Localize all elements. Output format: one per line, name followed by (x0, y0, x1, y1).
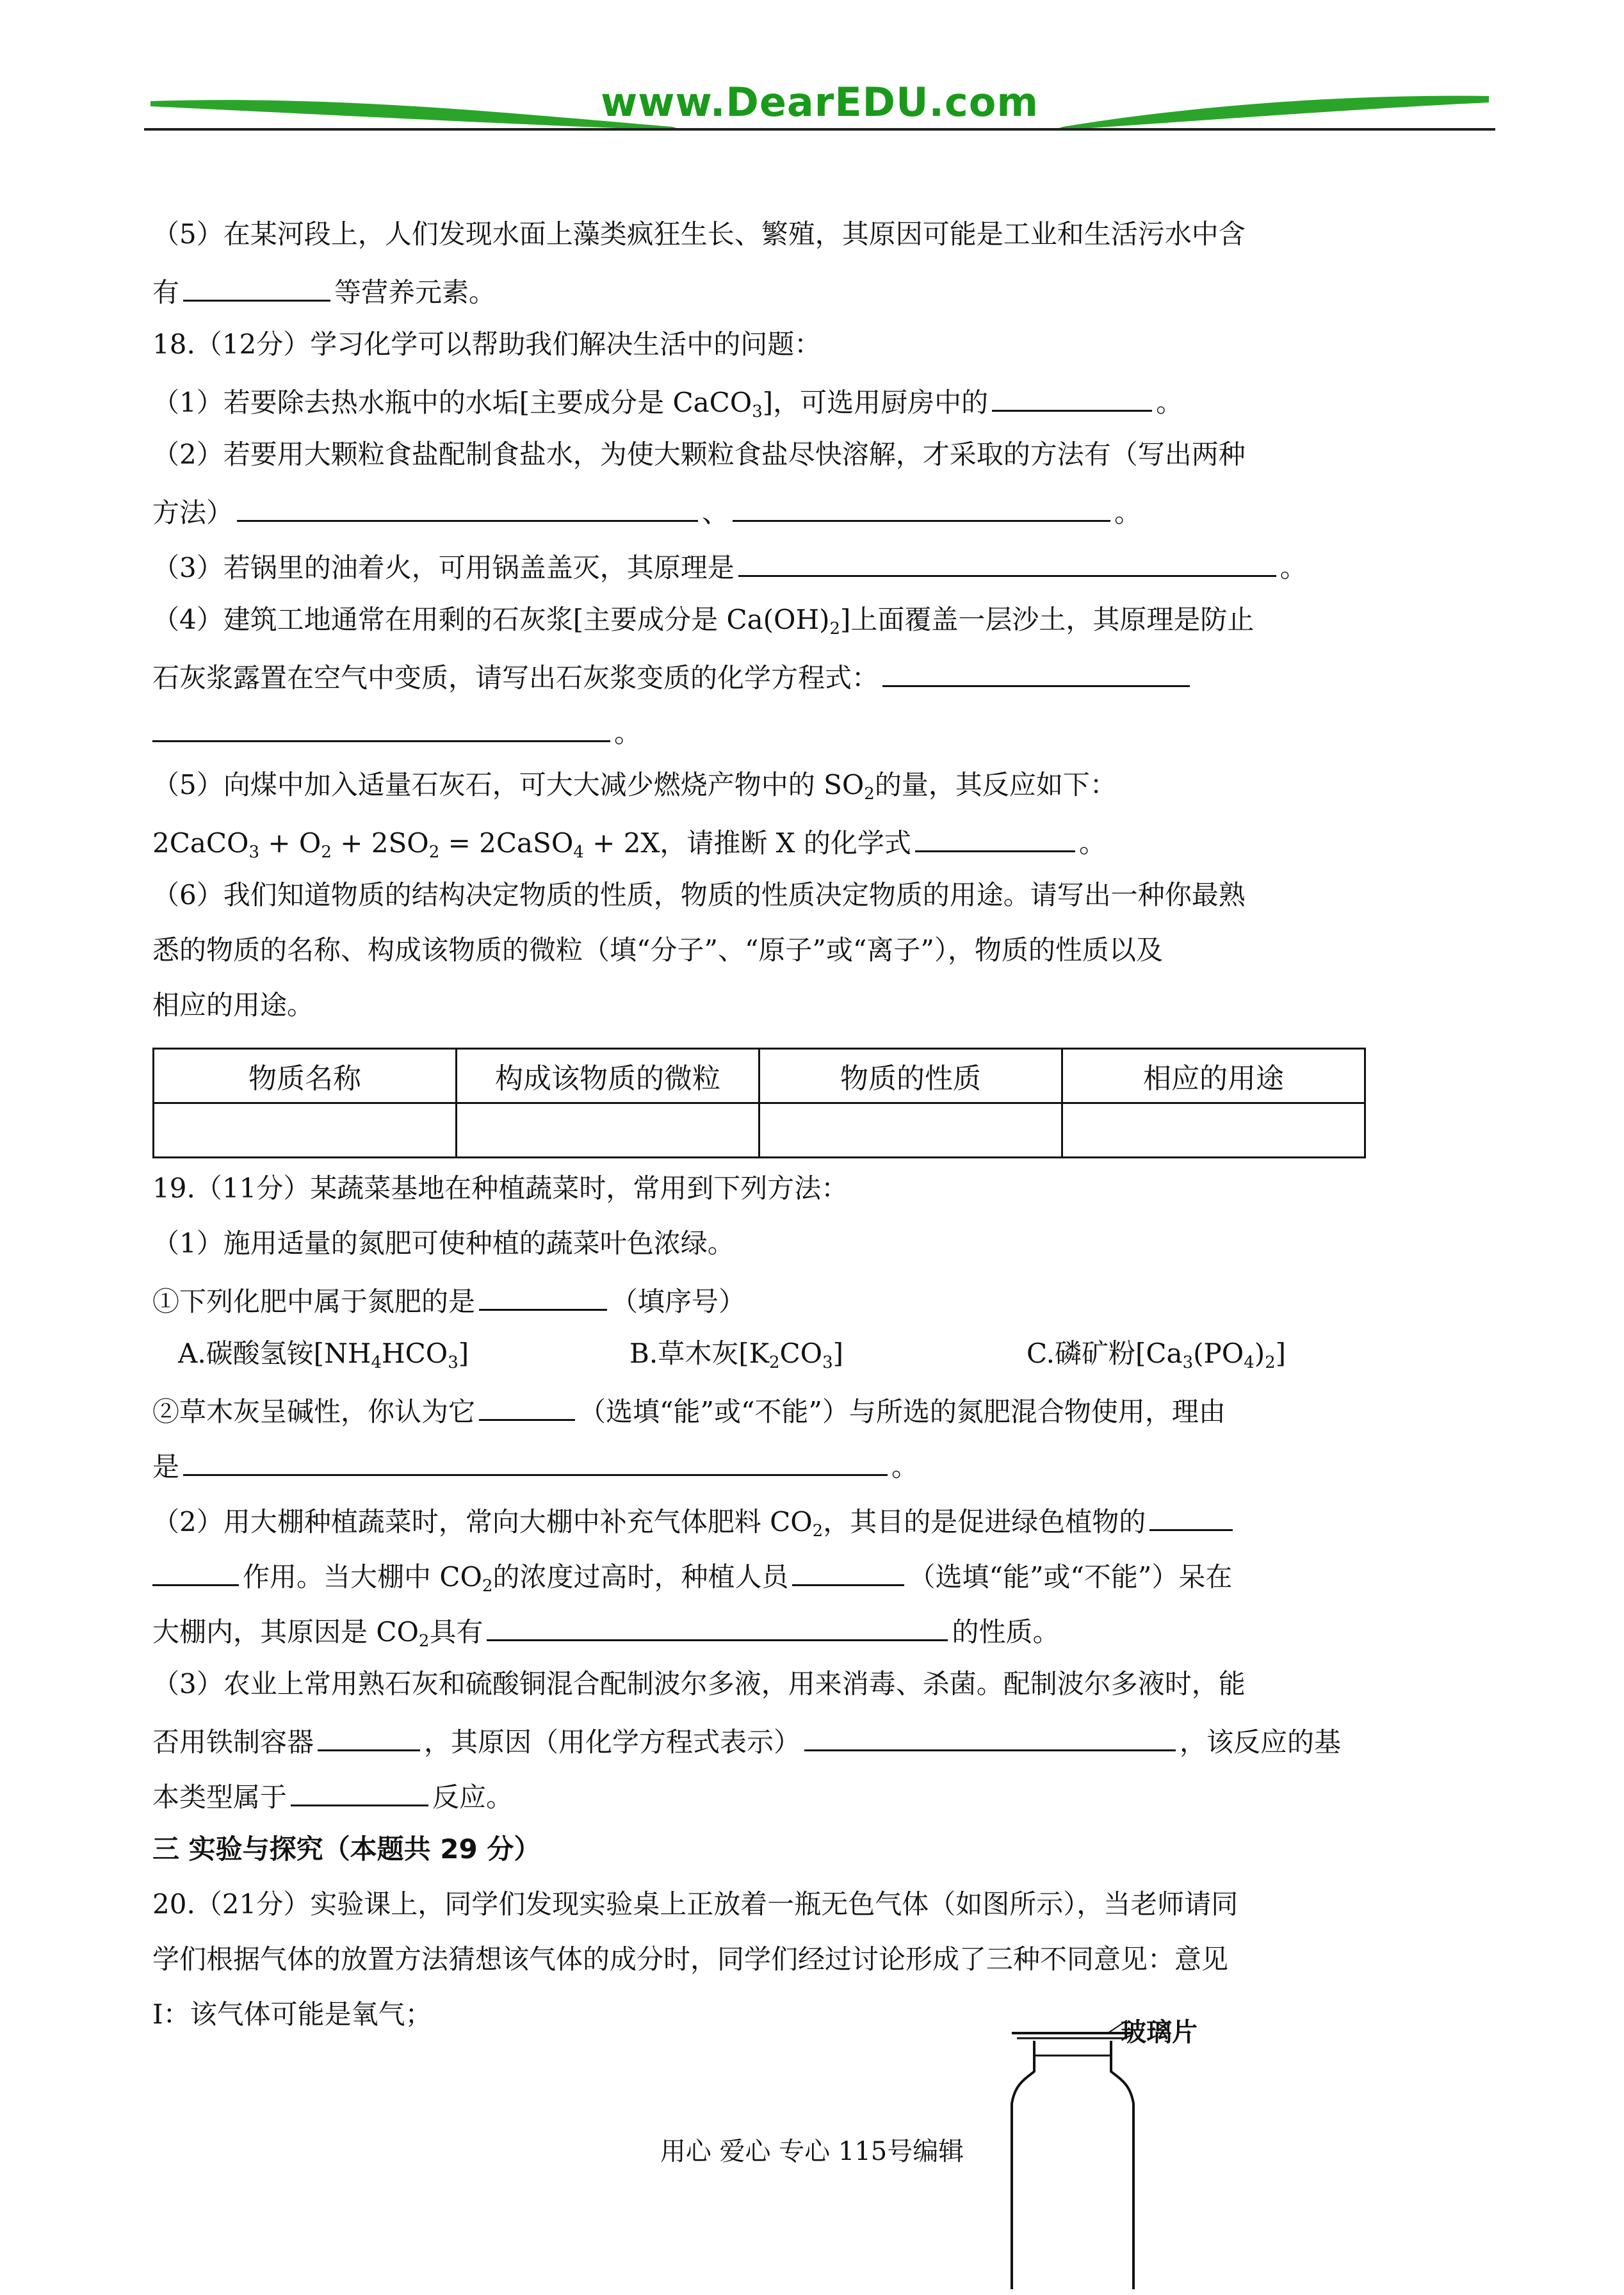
eq-end: 。 (1078, 827, 1106, 859)
answer-blank[interactable] (237, 492, 698, 522)
q18-equation (152, 822, 1106, 862)
subscript: 3 (752, 402, 763, 421)
q19-c1 (152, 1281, 745, 1317)
q19-c2-line2 (152, 1446, 918, 1482)
q19-p2-text-b: ，其目的是促进绿色植物的 (823, 1506, 1146, 1537)
answer-blank[interactable] (733, 492, 1110, 522)
q19-c2-text: ②草木灰呈碱性，你认为它 (152, 1396, 476, 1427)
table-cell-input[interactable] (1062, 1103, 1365, 1158)
eq-part: + O (259, 827, 321, 859)
answer-blank[interactable] (152, 1556, 239, 1586)
q18-p5-line1 (152, 767, 1117, 803)
opt-part: ] (832, 1338, 844, 1369)
table-cell-input[interactable] (457, 1103, 759, 1158)
subscript: 4 (573, 843, 584, 862)
figure-label: 玻璃片 (1121, 2018, 1198, 2047)
q18-p4-line3 (152, 712, 641, 748)
opt-part: ] (458, 1338, 469, 1369)
table-header-cell: 物质名称 (154, 1049, 457, 1103)
table-header-row (154, 1049, 1365, 1103)
q19-title: 19.（11分）某蔬菜基地在种植蔬菜时，常用到下列方法： (152, 1172, 849, 1204)
q19-p1: （1）施用适量的氮肥可使种植的蔬菜叶色浓绿。 (152, 1228, 735, 1259)
q19-p3-text-c: ，该反应的基 (1180, 1726, 1342, 1758)
subscript: 4 (371, 1353, 382, 1372)
q19-option-b (629, 1336, 843, 1372)
q17-p5-text: 有 (152, 277, 180, 308)
substance-table (152, 1048, 1366, 1158)
opt-part: C.磷矿粉[Ca (1027, 1338, 1183, 1369)
opt-part: A.碳酸氢铵[NH (178, 1338, 371, 1369)
site-header (147, 77, 1492, 141)
q19-c2-end: 。 (891, 1451, 919, 1482)
table-header-cell: 物质的性质 (759, 1049, 1062, 1103)
q18-p2-text: 方法） (152, 497, 234, 528)
q19-p3-text-d: 本类型属于 (152, 1781, 288, 1813)
q20-line3: Ⅰ：该气体可能是氧气； (152, 1999, 432, 2030)
subscript: 3 (1182, 1353, 1194, 1372)
table-header-cell: 相应的用途 (1062, 1049, 1365, 1103)
q19-p2-line2 (152, 1556, 1233, 1596)
subscript: 4 (1244, 1353, 1255, 1372)
q17-p5-line2 (152, 272, 496, 307)
q18-p4-line2 (152, 657, 1194, 693)
answer-blank[interactable] (792, 1556, 904, 1586)
subscript: 2 (812, 1521, 824, 1541)
table-row (154, 1103, 1365, 1158)
answer-blank[interactable] (992, 382, 1152, 412)
subscript: 3 (448, 1353, 459, 1372)
subscript: 2 (1265, 1353, 1276, 1372)
q19-c2-line1 (152, 1391, 1226, 1427)
q18-p3-end: 。 (1279, 552, 1307, 583)
q17-p5-text-end: 等营养元素。 (334, 277, 496, 308)
answer-blank[interactable] (479, 1391, 575, 1421)
q18-p2-end: 。 (1114, 497, 1142, 528)
q19-p3-text: 否用铁制容器 (152, 1726, 314, 1758)
opt-part: ] (1275, 1338, 1287, 1369)
answer-blank[interactable] (738, 547, 1276, 577)
opt-part: HCO (382, 1338, 448, 1369)
q19-c2-text-b: （选填“能”或“不能”）与所选的氮肥混合物使用，理由 (579, 1396, 1226, 1427)
q18-p4-text-b: ]上面覆盖一层沙土，其原理是防止 (840, 604, 1255, 635)
q19-p2-text-g: 具有 (429, 1616, 483, 1648)
q19-p2-line3 (152, 1611, 1060, 1651)
q19-p2-text-h: 的性质。 (952, 1616, 1060, 1648)
q18-p5-text: （5）向煤中加入适量石灰石，可大大减少燃烧产物中的 SO (152, 769, 865, 800)
q19-p3-line2 (152, 1721, 1341, 1757)
q18-p2-line1: （2）若要用大颗粒食盐配制食盐水，为使大颗粒食盐尽快溶解，才采取的方法有（写出两种 (152, 439, 1246, 470)
section3-title: 三 实验与探究（本题共 29 分） (152, 1833, 541, 1865)
q19-p2-text-e: （选填“能”或“不能”）呆在 (908, 1561, 1233, 1593)
subscript: 2 (418, 1632, 430, 1651)
q18-p1-text-b: ]，可选用厨房中的 (762, 387, 989, 418)
q19-p2-text-f: 大棚内，其原因是 CO (152, 1616, 419, 1648)
q19-p2-line1 (152, 1501, 1237, 1541)
q19-c1-text: ①下列化肥中属于氮肥的是 (152, 1286, 476, 1317)
q18-p6-line2: 悉的物质的名称、构成该物质的微粒（填“分子”、“原子”或“离子”），物质的性质以及 (152, 934, 1163, 966)
q19-p2-text-d: 的浓度过高时，种植人员 (492, 1561, 789, 1593)
subscript: 2 (428, 843, 440, 862)
opt-part: ) (1254, 1338, 1265, 1369)
q19-c1-hint: （填序号） (611, 1286, 746, 1317)
subscript: 2 (768, 1353, 780, 1372)
q18-p1-end: 。 (1156, 387, 1183, 418)
q19-p3-text-e: 反应。 (432, 1781, 514, 1813)
answer-blank[interactable] (487, 1611, 948, 1641)
q18-p4-text: （4）建筑工地通常在用剩的石灰浆[主要成分是 Ca(OH) (152, 604, 830, 635)
q18-p3-text: （3）若锅里的油着火，可用锅盖盖灭，其原理是 (152, 552, 735, 583)
eq-part: + 2X，请推断 X 的化学式 (583, 827, 911, 859)
opt-part: (PO (1193, 1338, 1244, 1369)
answer-blank[interactable] (291, 1776, 428, 1806)
table-header-cell: 构成该物质的微粒 (457, 1049, 759, 1103)
answer-blank[interactable] (804, 1721, 1176, 1751)
subscript: 3 (822, 1353, 833, 1372)
opt-part: B.草木灰[K (629, 1338, 769, 1369)
q18-p4-line1 (152, 602, 1254, 638)
q18-p4-end: 。 (614, 717, 642, 749)
eq-part: = 2CaSO (439, 827, 574, 859)
q18-p2-separator: 、 (702, 497, 729, 528)
subscript: 2 (864, 784, 875, 804)
q19-option-a (178, 1336, 469, 1372)
answer-blank[interactable] (318, 1721, 420, 1751)
q19-p3-line3 (152, 1776, 513, 1812)
q18-p1 (152, 382, 1183, 421)
q18-p6-line1: （6）我们知道物质的结构决定物质的性质，物质的性质决定物质的用途。请写出一种你最熟 (152, 879, 1246, 911)
q18-p4-text-c: 石灰浆露置在空气中变质，请写出石灰浆变质的化学方程式： (152, 662, 879, 693)
q19-p3-line1: （3）农业上常用熟石灰和硫酸铜混合配制波尔多液，用来消毒、杀菌。配制波尔多液时，能 (152, 1668, 1246, 1699)
answer-blank[interactable] (152, 712, 610, 742)
table-cell-input[interactable] (154, 1103, 457, 1158)
eq-part: 2CaCO (152, 827, 249, 859)
q19-p2-text: （2）用大棚种植蔬菜时，常向大棚中补充气体肥料 CO (152, 1506, 813, 1537)
q19-p2-text-c: 作用。当大棚中 CO (243, 1561, 482, 1593)
answer-blank[interactable] (183, 272, 330, 302)
page-footer: 用心 爱心 专心 115号编辑 (660, 2137, 964, 2166)
header-divider (144, 128, 1495, 131)
q18-p5-text-b: 的量，其反应如下： (874, 769, 1117, 800)
q18-p1-text: （1）若要除去热水瓶中的水垢[主要成分是 CaCO (152, 387, 752, 418)
q20-line1: 20.（21分）实验课上，同学们发现实验桌上正放着一瓶无色气体（如图所示），当老师请同 (152, 1888, 1238, 1920)
subscript: 2 (321, 843, 332, 862)
q18-title: 18.（12分）学习化学可以帮助我们解决生活中的问题： (152, 328, 822, 360)
q19-c2-text-c: 是 (152, 1451, 180, 1482)
opt-part: CO (779, 1338, 823, 1369)
subscript: 2 (482, 1577, 493, 1596)
answer-blank[interactable] (1149, 1501, 1233, 1531)
q18-p3 (152, 547, 1307, 583)
q19-p3-text-b: ，其原因（用化学方程式表示） (424, 1726, 801, 1758)
q19-option-c (1027, 1336, 1286, 1372)
eq-part: + 2SO (331, 827, 429, 859)
q17-p5-line1: （5）在某河段上，人们发现水面上藻类疯狂生长、繁殖，其原因可能是工业和生活污水中含 (152, 218, 1246, 250)
answer-blank[interactable] (882, 657, 1190, 687)
subscript: 2 (829, 619, 841, 638)
q18-p6-line3: 相应的用途。 (152, 989, 314, 1021)
answer-blank[interactable] (479, 1281, 607, 1311)
q18-p2-line2 (152, 492, 1141, 528)
brand-logo-text: www.DearEDU.com (600, 79, 1039, 126)
answer-blank[interactable] (183, 1446, 888, 1476)
answer-blank[interactable] (915, 822, 1075, 852)
q20-line2: 学们根据气体的放置方法猜想该气体的成分时，同学们经过讨论形成了三种不同意见：意见 (152, 1943, 1229, 1975)
subscript: 3 (248, 843, 260, 862)
table-cell-input[interactable] (759, 1103, 1062, 1158)
